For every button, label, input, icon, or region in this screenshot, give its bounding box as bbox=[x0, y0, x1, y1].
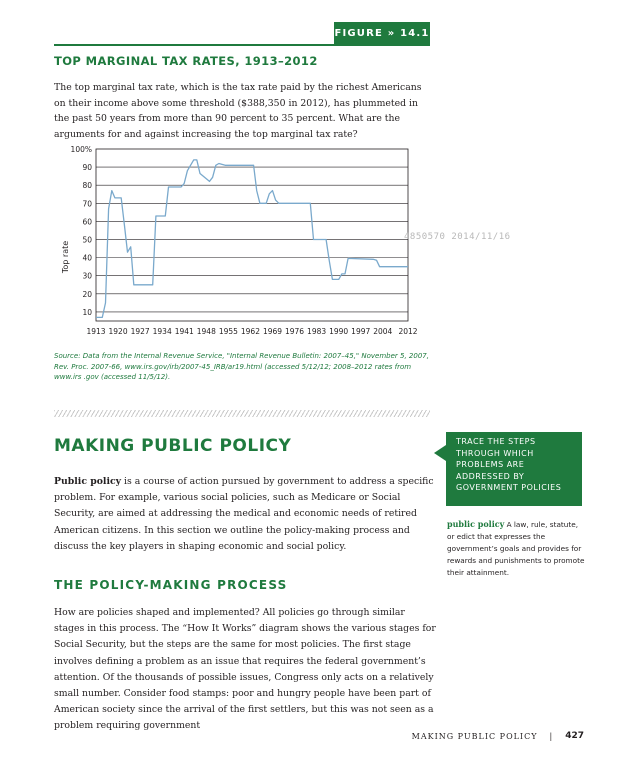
section-title: MAKING PUBLIC POLICY bbox=[54, 436, 292, 456]
glossary-term: public policy bbox=[447, 519, 505, 529]
footer-separator: | bbox=[549, 731, 554, 741]
figure-caption: The top marginal tax rate, which is the tax rate paid by the richest Americans on their income above some threshold ($388,350 in 2012), has plummeted in the past 50 years from more than 90 percent to 35 percent. What are the arguments for and against increasing the top marginal tax rate? bbox=[54, 82, 422, 140]
figure-source: Source: Data from the Internal Revenue Service, "Internal Revenue Bulletin: 2007–45," November 5, 2007, Rev. Proc. 2007-66, www.irs.gov/irb/2007-45_IRB/ar19.html (accessed 5/12/12; 2008–2012 rates from www.irs .gov (accessed 11/5/12). bbox=[54, 352, 429, 381]
y-tick-label: 30 bbox=[82, 271, 92, 281]
learning-objective-box: TRACE THE STEPS THROUGH WHICH PROBLEMS ARE ADDRESSED BY GOVERNMENT POLICIES bbox=[446, 432, 582, 506]
y-tick-label: 40 bbox=[82, 253, 92, 263]
x-tick-label: 1948 bbox=[196, 327, 216, 336]
plot-frame bbox=[96, 149, 408, 321]
x-tick-label: 1969 bbox=[262, 327, 283, 336]
chart-grid bbox=[96, 149, 408, 321]
x-tick-label: 1990 bbox=[329, 327, 349, 336]
page-footer bbox=[412, 731, 584, 741]
watermark-text: 4850570 2014/11/16 bbox=[404, 232, 511, 242]
y-tick-label: 70 bbox=[82, 199, 92, 209]
trace-arrow-icon bbox=[434, 445, 446, 461]
figure-label: FIGURE » 14.1 bbox=[334, 22, 430, 44]
x-tick-label: 1934 bbox=[152, 327, 172, 336]
page-number: 427 bbox=[565, 731, 584, 741]
y-tick-label: 50 bbox=[82, 235, 92, 245]
x-tick-label: 1927 bbox=[130, 327, 150, 336]
y-tick-label: 90 bbox=[82, 163, 92, 173]
x-tick-label: 1941 bbox=[174, 327, 194, 336]
y-tick-label: 10 bbox=[82, 307, 92, 317]
y-tick-label: 60 bbox=[82, 217, 92, 227]
y-tick-label: 80 bbox=[82, 181, 92, 191]
glossary-definition: A law, rule, statute, or edict that expresses the government’s goals and provides for rewards and punishments to promote their attainment. bbox=[447, 520, 585, 577]
y-tick-label: 20 bbox=[82, 289, 92, 299]
intro-paragraph bbox=[54, 474, 436, 555]
process-paragraph: How are policies shaped and implemented? All policies go through similar stages in this process. The “How It Works” diagram shows the various stages for Social Security, but the steps are the same for most policies. The first stage involves defining a problem as an issue that requires the federal government’s attention. Of the thousands of possible issues, Congress only acts on a relatively small number. Consider food stamps: poor and hungry people have been part of American society since the arrival of the first settlers, but this was not seen as a problem requiring government bbox=[54, 607, 436, 732]
intro-paragraph-text: is a course of action pursued by government to address a specific problem. For example, various social policies, such as Medicare or Social Security, are aimed at addressing the medical and economic needs of retired American citizens. In this section we outline the policy-making process and discuss the key players in shaping economic and social policy. bbox=[54, 476, 434, 552]
x-tick-label: 1997 bbox=[351, 327, 371, 336]
x-tick-label: 1955 bbox=[218, 327, 238, 336]
figure-rule bbox=[54, 44, 430, 46]
y-tick-label: 100% bbox=[70, 145, 92, 154]
figure-title: TOP MARGINAL TAX RATES, 1913–2012 bbox=[54, 54, 318, 68]
x-tick-label: 1920 bbox=[108, 327, 128, 336]
x-tick-label: 1976 bbox=[284, 327, 305, 336]
section-divider bbox=[54, 410, 430, 417]
glossary-entry bbox=[447, 518, 587, 579]
x-tick-label: 2004 bbox=[373, 327, 393, 336]
x-tick-label: 2012 bbox=[398, 327, 418, 336]
x-tick-labels bbox=[86, 327, 417, 336]
running-head: MAKING PUBLIC POLICY bbox=[411, 731, 538, 741]
subsection-title: THE POLICY-MAKING PROCESS bbox=[54, 578, 288, 592]
x-tick-label: 1983 bbox=[307, 327, 327, 336]
tax-rate-line-chart bbox=[50, 140, 430, 340]
x-tick-label: 1913 bbox=[86, 327, 106, 336]
public-policy-term: Public policy bbox=[54, 476, 122, 487]
x-tick-label: 1962 bbox=[240, 327, 260, 336]
y-tick-labels bbox=[71, 145, 93, 317]
y-axis-label: Top rate bbox=[61, 240, 70, 274]
